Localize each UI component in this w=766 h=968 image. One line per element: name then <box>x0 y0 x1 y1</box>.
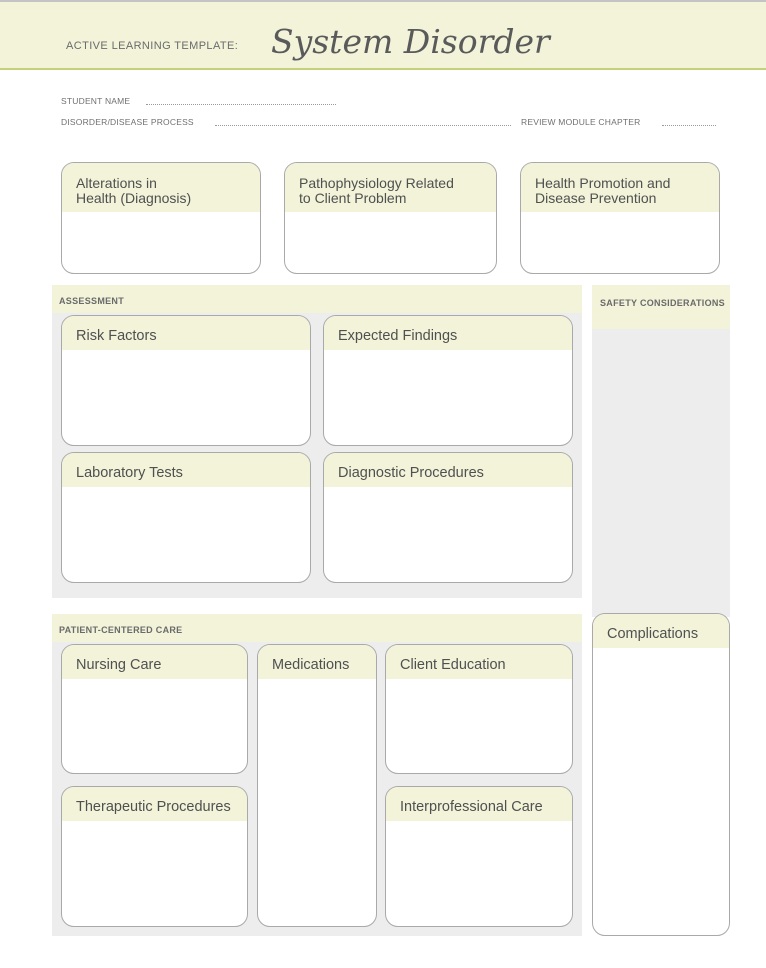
template-prefix: ACTIVE LEARNING TEMPLATE: <box>66 40 239 52</box>
patient-centered-care-label: PATIENT-CENTERED CARE <box>59 625 183 635</box>
complications-header: Complications <box>593 614 729 648</box>
expected-findings-header: Expected Findings <box>324 316 572 350</box>
expected-findings-box[interactable] <box>323 315 573 446</box>
alterations-line1: Alterations in <box>76 175 157 191</box>
pathophysiology-line2: to Client Problem <box>299 190 407 206</box>
health-promotion-box[interactable] <box>520 162 720 274</box>
alterations-in-health-header <box>62 163 260 212</box>
medications-header: Medications <box>258 645 376 679</box>
laboratory-tests-box[interactable] <box>61 452 311 583</box>
alterations-in-health-box[interactable] <box>61 162 261 274</box>
pathophysiology-header <box>285 163 496 212</box>
client-education-header: Client Education <box>386 645 572 679</box>
client-education-box[interactable] <box>385 644 573 774</box>
health-promotion-line2: Disease Prevention <box>535 190 657 206</box>
student-name-label: STUDENT NAME <box>61 96 131 106</box>
nursing-care-box[interactable] <box>61 644 248 774</box>
pathophysiology-box[interactable] <box>284 162 497 274</box>
risk-factors-header: Risk Factors <box>62 316 310 350</box>
therapeutic-procedures-box[interactable] <box>61 786 248 927</box>
student-name-field[interactable] <box>146 104 336 105</box>
assessment-label: ASSESSMENT <box>59 296 125 306</box>
alterations-line2: Health (Diagnosis) <box>76 190 192 206</box>
diagnostic-procedures-box[interactable] <box>323 452 573 583</box>
risk-factors-box[interactable] <box>61 315 311 446</box>
assessment-section-header <box>52 285 582 313</box>
health-promotion-line1: Health Promotion and <box>535 175 671 191</box>
medications-box[interactable] <box>257 644 377 927</box>
nursing-care-header: Nursing Care <box>62 645 247 679</box>
disorder-process-field[interactable] <box>215 125 511 126</box>
page-title: System Disorder <box>271 22 550 61</box>
review-module-label: REVIEW MODULE CHAPTER <box>521 117 641 127</box>
review-module-field[interactable] <box>662 125 716 126</box>
laboratory-tests-header: Laboratory Tests <box>62 453 310 487</box>
safety-considerations-panel[interactable] <box>592 285 730 617</box>
interprofessional-care-box[interactable] <box>385 786 573 927</box>
interprofessional-care-header: Interprofessional Care <box>386 787 572 821</box>
diagnostic-procedures-header: Diagnostic Procedures <box>324 453 572 487</box>
disorder-process-label: DISORDER/DISEASE PROCESS <box>61 117 194 127</box>
health-promotion-header <box>521 163 719 212</box>
complications-box[interactable] <box>592 613 730 936</box>
safety-considerations-label: SAFETY CONSIDERATIONS <box>600 298 725 308</box>
pathophysiology-line1: Pathophysiology Related <box>299 175 454 191</box>
therapeutic-procedures-header: Therapeutic Procedures <box>62 787 247 821</box>
